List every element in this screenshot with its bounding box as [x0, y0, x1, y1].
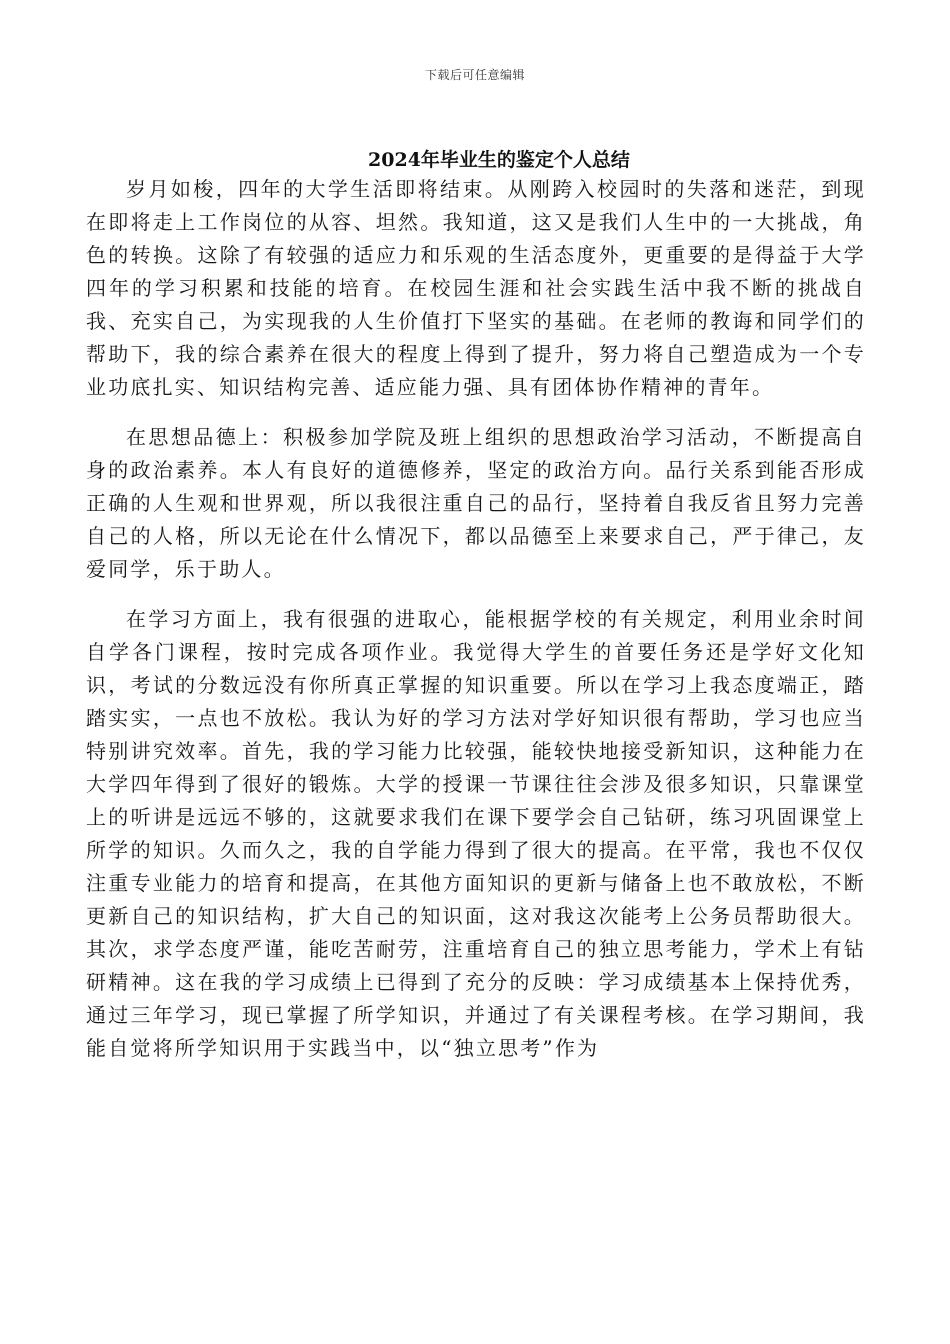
- paragraph-moral-character: 在思想品德上：积极参加学院及班上组织的思想政治学习活动，不断提高自身的政治素养。本人有良好的道德修养，坚定的政治方向。品行关系到能否形成正确的人生观和世界观，所以我很注重自己的品行，坚持着自我反省且努力完善自己的人格，所以无论在什么情况下，都以品德至上来要求自己，严于律己，友爱同学，乐于助人。: [86, 425, 866, 581]
- document-body: [86, 173, 866, 1082]
- paragraph-study: 在学习方面上，我有很强的进取心，能根据学校的有关规定，利用业余时间自学各门课程，按时完成各项作业。我觉得大学生的首要任务还是学好文化知识，考试的分数远没有你所真正掌握的知识重要。所以在学习上我态度端正，踏踏实实，一点也不放松。我认为好的学习方法对学好知识很有帮助，学习也应当特别讲究效率。首先，我的学习能力比较强，能较快地接受新知识，这种能力在大学四年得到了很好的锻炼。大学的授课一节课往往会涉及很多知识，只靠课堂上的听讲是远远不够的，这就要求我们在课下要学会自己钻研，练习巩固课堂上所学的知识。久而久之，我的自学能力得到了很大的提高。在平常，我也不仅仅注重专业能力的培育和提高，在其他方面知识的更新与储备上也不敢放松，不断更新自己的知识结构，扩大自己的知识面，这对我这次能考上公务员帮助很大。其次，求学态度严谨，能吃苦耐劳，注重培育自己的独立思考能力，学术上有钻研精神。这在我的学习成绩上已得到了充分的反映：学习成绩基本上保持优秀，通过三年学习，现已掌握了所学知识，并通过了有关课程考核。在学习期间，我能自觉将所学知识用于实践当中，以“独立思考”作为: [86, 607, 866, 1060]
- document-title: 2024年毕业生的鉴定个人总结: [368, 149, 630, 171]
- paragraph-intro: 岁月如梭，四年的大学生活即将结束。从刚跨入校园时的失落和迷茫，到现在即将走上工作岗位的从容、坦然。我知道，这又是我们人生中的一大挑战，角色的转换。这除了有较强的适应力和乐观的生活态度外，更重要的是得益于大学四年的学习积累和技能的培育。在校园生涯和社会实践生活中我不断的挑战自我、充实自己，为实现我的人生价值打下坚实的基础。在老师的教诲和同学们的帮助下，我的综合素养在很大的程度上得到了提升，努力将自己塑造成为一个专业功底扎实、知识结构完善、适应能力强、具有团体协作精神的青年。: [86, 177, 866, 399]
- header-note: 下载后可任意编辑: [424, 68, 525, 82]
